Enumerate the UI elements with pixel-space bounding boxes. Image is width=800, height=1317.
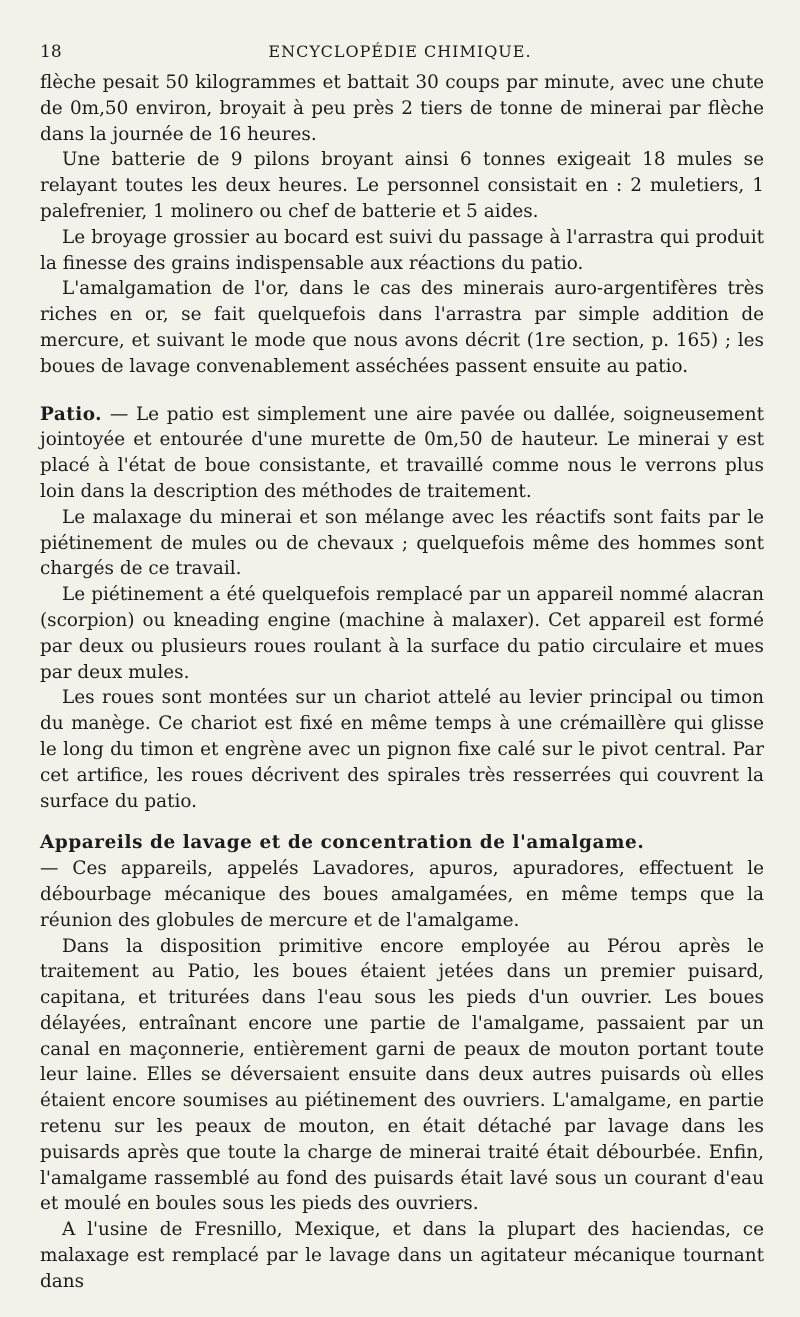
paragraph: Dans la disposition primitive encore employée au Pérou après le traitement au Patio, les boues étaient jetées dans un premier puisard, capitana, et triturées dans l'eau sous les pieds d'un ouvrier. Les boues délayées, entraînant encore une partie de l'amalgame, passaient par un canal en maçonnerie, entièrement garni de peaux de mouton portant toute leur laine. Elles se déversaient ensuite dans deux autres puisards où elles étaient encore soumises au piétinement des ouvriers. L'amalgame, en partie retenu sur les peaux de mouton, en était détaché par lavage dans les puisards après que toute la charge de minerai traité était débourbée. Enfin, l'amalgame rassemblé au fond des puisards était lavé sous un courant d'eau et moulé en boules sous les pieds des ouvriers. [40,935,764,1215]
paragraph: Une batterie de 9 pilons broyant ainsi 6 tonnes exigeait 18 mules se relayant toutes les deux heures. Le personnel consistait en : 2 muletiers, 1 palefrenier, 1 molinero ou chef de batterie et 5 aides. [40,149,764,222]
paragraph: L'amalgamation de l'or, dans le cas des minerais auro-argentifères très riches en or, se fait quelquefois dans l'arrastra par simple addition de mercure, et suivant le mode que nous avons décrit (1re section, p. 165) ; les boues de lavage convenablement asséchées passent ensuite au patio. [40,278,764,377]
paragraph-patio [40,402,764,505]
section-paragraph [40,830,764,933]
running-title: ENCYCLOPÉDIE CHIMIQUE. [268,42,532,61]
paragraph: Le broyage grossier au bocard est suivi du passage à l'arrastra qui produit la finesse des grains indispensable aux réactions du patio. [40,226,764,274]
page-number: 18 [40,42,62,62]
paragraph: A l'usine de Fresnillo, Mexique, et dans la plupart des haciendas, ce malaxage est remplacé par le lavage dans un agitateur mécanique tournant dans [40,1219,764,1292]
section-text: — Ces appareils, appelés Lavadores, apuros, apuradores, effectuent le débourbage mécanique des boues amalgamées, en même temps que la réunion des globules de mercure et de l'amalgame. [40,858,764,931]
paragraph: Le piétinement a été quelquefois remplacé par un appareil nommé alacran (scorpion) ou kneading engine (machine à malaxer). Cet appareil est formé par deux ou plusieurs roues roulant à la surface du patio circulaire et mues par deux mules. [40,584,764,683]
paragraph: Les roues sont montées sur un chariot attelé au levier principal ou timon du manège. Ce chariot est fixé en même temps à une crémaillère qui glisse le long du timon et engrène avec un pignon fixe calé sur le pivot central. Par cet artifice, les roues décrivent des spirales très resserrées qui couvrent la surface du patio. [40,687,764,812]
page-header [40,42,760,70]
body-text [40,70,764,1295]
section-heading: Appareils de lavage et de concentration de l'amalgame. [40,832,645,854]
patio-text: — Le patio est simplement une aire pavée ou dallée, soigneusement jointoyée et entourée d'une murette de 0m,50 de hauteur. Le minerai y est placé à l'état de boue consistante, et travaillé comme nous le verrons plus loin dans la description des méthodes de traitement. [40,403,764,502]
paragraph: flèche pesait 50 kilogrammes et battait 30 coups par minute, avec une chute de 0m,50 environ, broyait à peu près 2 tiers de tonne de minerai par flèche dans la journée de 16 heures. [40,72,764,145]
patio-heading: Patio. [40,403,103,425]
paragraph: Le malaxage du minerai et son mélange avec les réactifs sont faits par le piétinement de mules ou de chevaux ; quelquefois même des hommes sont chargés de ce travail. [40,506,764,580]
